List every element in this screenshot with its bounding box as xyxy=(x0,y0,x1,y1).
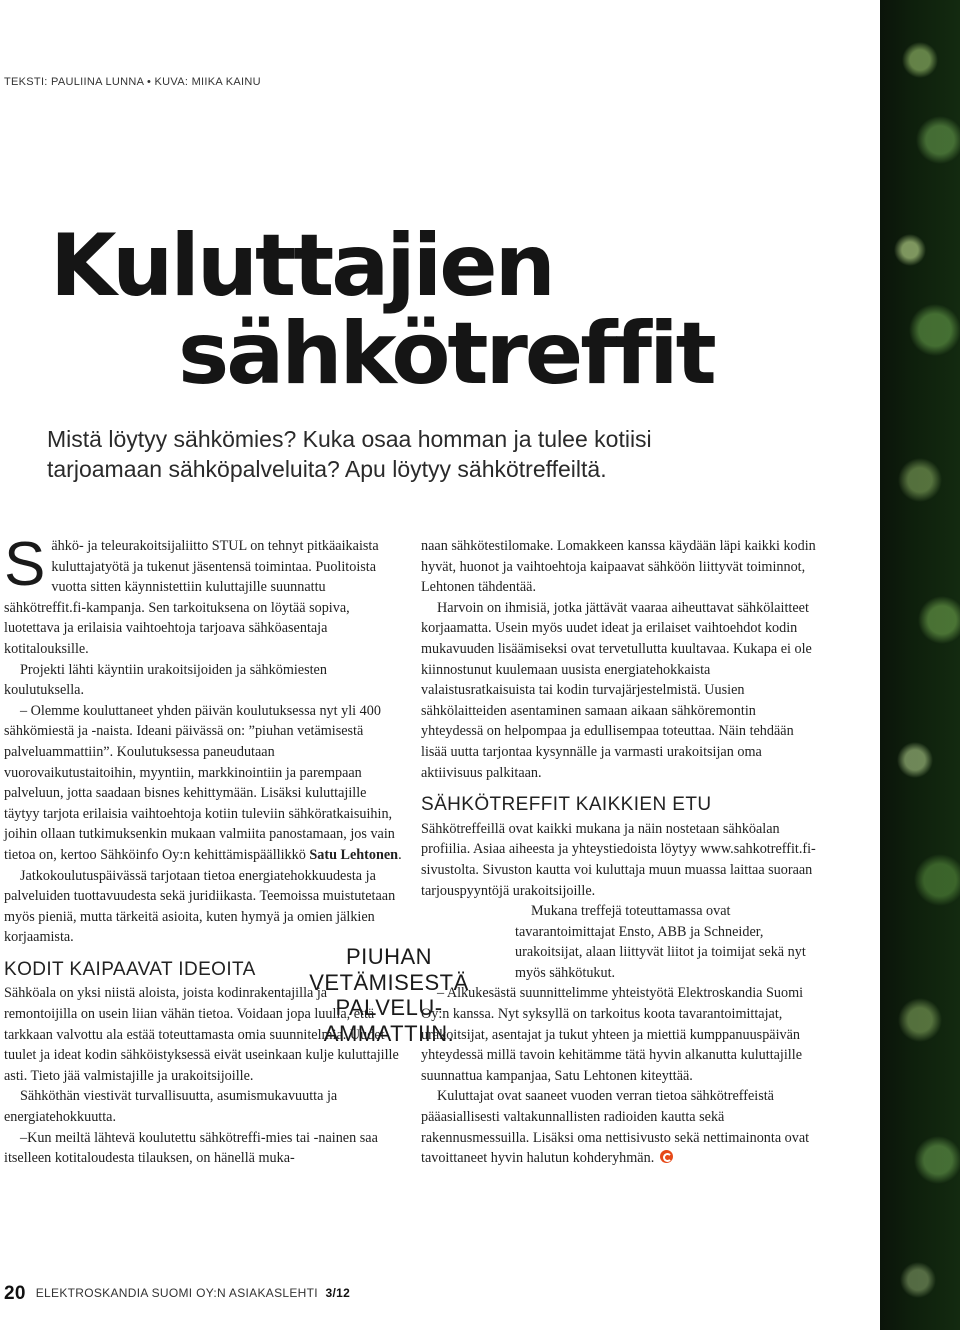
credits-line: TEKSTI: PAULIINA LUNNA • KUVA: MIIKA KAINU xyxy=(4,76,261,88)
lede-line-2: tarjoamaan sähköpalveluita? Apu löytyy sähkötreffeiltä. xyxy=(47,456,607,482)
page-number: 20 xyxy=(4,1283,26,1304)
title-line-1: Kuluttajien xyxy=(50,216,553,316)
left-paragraph-5: Sähköala on yksi niistä aloista, joista kodinrakentajilla ja remontoijilla on usein liian vähän tietoa. Voidaan jopa luulla, että tarkkaan valvottu ala estää toteuttamasta omia suunnitelmia. Uudet tuulet ja ideat kodin sähköistyksessä eivät useinkaan kulje kuluttajille asti. Tieto jää valmistajille ja urakoitsijoille. xyxy=(4,985,399,1084)
decorative-bokeh-image xyxy=(880,0,960,1330)
person-name: Satu Lehtonen xyxy=(309,846,399,863)
lede-line-1: Mistä löytyy sähkömies? Kuka osaa homman ja tulee kotiisi xyxy=(47,426,652,452)
left-column xyxy=(4,530,402,1169)
pull-quote: PIUHAN VETÄMISESTÄ PALVELU- AMMATTIIN. xyxy=(309,944,469,1046)
left-paragraph-1: Sähkö- ja teleurakoitsijaliitto STUL on tehnyt pitkäaikaista kuluttajatyötä ja tukenut jäsentensä toimintaa. Puolitoista vuotta sitten käynnistettiin kuluttajille suunnattu sähkötreffit.fi-kampanja. Sen tarkoituksena on löytää sopiva, luotettava ja erilaisia vaihtoehtoja tarjoava sähköasentaja kotitalouksille. xyxy=(4,530,379,657)
left-paragraph-2: Projekti lähti käyntiin urakoitsijoiden ja sähkömiesten koulutuksella. xyxy=(4,661,327,699)
drop-cap: S xyxy=(4,530,46,599)
right-paragraph-1: naan sähkötestilomake. Lomakkeen kanssa käydään läpi kaikki kodin hyvät, huonot ja vaihtoehtoja kaipaavat sähköön liittyvät toiminnot, Lehtonen tähdentää. xyxy=(421,538,816,596)
title-line-2: sähkötreffit xyxy=(178,304,714,404)
left-subhead: KODIT KAIPAAVAT IDEOITA xyxy=(4,958,256,980)
end-mark-icon xyxy=(660,1150,673,1163)
right-column xyxy=(421,536,821,1169)
right-paragraph-5: – Alkukesästä suunnittelimme yhteistyötä Elektroskandia Suomi Oy:n kanssa. Nyt syksyllä on tarkoitus koota tavarantoimittajat, urakoitsijat, asentajat ja tukut yhteen ja miettiä kumppanuuspäivän yhteydessä millä tavoin kehitämme tätä hyvin alkanutta kuluttajille suunnattua kampanjaa, Satu Lehtonen kiteyttää. xyxy=(421,985,804,1084)
right-paragraph-6: Kuluttajat ovat saaneet vuoden verran tietoa sähkötreffeistä pääasiallisesti valtakunnallisten radioiden kautta sekä rakennusmessuilla. Lisäksi oma nettisivusto sekä nettimainonta ovat tavoittaneet hyvin halutun kohderyhmän. xyxy=(421,1088,810,1167)
right-paragraph-4: Mukana treffejä toteuttamassa ovat tavarantoimittajat Ensto, ABB ja Schneider, urakoitsijat, alaan liittyvät liitot ja toimijat sekä nyt myös sähkötukut. xyxy=(515,903,806,981)
right-paragraph-3: Sähkötreffeillä ovat kaikki mukana ja näin nostetaan sähköalan profiilia. Asiaa aiheesta ja yhteystiedoista löytyy www.sahkotreffit.fi-sivustolta. Sivuston kautta voi kuluttaja muun muassa laittaa suoraan tarjouspyyntöjä urakoitsijoille. xyxy=(421,820,816,899)
left-paragraph-4: Jatkokoulutuspäivässä tarjotaan tietoa energiatehokkuudesta ja palveluiden tuottavuudesta sekä juridiikasta. Teemoissa muistutetaan myös pieniä, mutta tärkeitä asioita, kuten hymyä ja omien jälkien korjaamista. xyxy=(4,867,396,946)
article-lede xyxy=(47,424,727,484)
publication-name: ELEKTROSKANDIA SUOMI OY:N ASIAKASLEHTI xyxy=(35,1286,318,1300)
right-subhead: SÄHKÖTREFFIT KAIKKIEN ETU xyxy=(421,794,712,816)
page-footer xyxy=(4,1283,350,1305)
left-paragraph-6: Sähköthän viestivät turvallisuutta, asumismukavuutta ja energiatehokkuutta. xyxy=(4,1088,338,1126)
left-paragraph-7: –Kun meiltä lähtevä koulutettu sähkötreffi-mies tai -nainen saa itselleen kotitaloudesta tilauksen, on hänellä muka- xyxy=(4,1129,378,1167)
left-paragraph-3: – Olemme kouluttaneet yhden päivän koulutuksessa nyt yli 400 sähkömiestä ja -naista. Ideani päivässä on: ”piuhan vetämisestä palveluammattiin”. Koulutuksessa paneudutaan vuorovaikutustaitoihin, myyntiin, markkinointiin ja parempaan palveluun, jotta saadaan bisnes kehittymään. Lisäksi kuluttajille täytyy tarjota erilaisia vaihtoehtoja kotiin tuleviin sähköratkaisuihin, joihin ollaan tutkimuksenkin mukaan valmiita panostamaan, jos vain tietoa on, kertoo Sähköinfo Oy:n kehittämispäällikkö Satu Lehtonen. xyxy=(4,702,402,863)
article-title xyxy=(50,216,750,404)
issue-number: 3/12 xyxy=(325,1286,351,1300)
right-paragraph-2: Harvoin on ihmisiä, jotka jättävät vaaraa aiheuttavat sähkölaitteet korjaamatta. Usein myös uudet ideat ja erilaiset vaihtoehdot kodin mukavuuden lisäämiseksi ovat tervetullutta kuultavaa. Kukapa ei ole kiinnostunut kuulemaan uusista energiatehokkaista valaistusratkaisuista tai kodin turvajärjestelmistä. Uusien sähkölaitteiden asentaminen samaan aikaan sähköremontin yhteydessä on helpompaa ja edullisempaa toteuttaa. Näin tehdään lisää uutta tarjontaa kysynnälle ja varmasti urakoitsijan oma aktiivisuus palkitaan. xyxy=(421,599,812,781)
